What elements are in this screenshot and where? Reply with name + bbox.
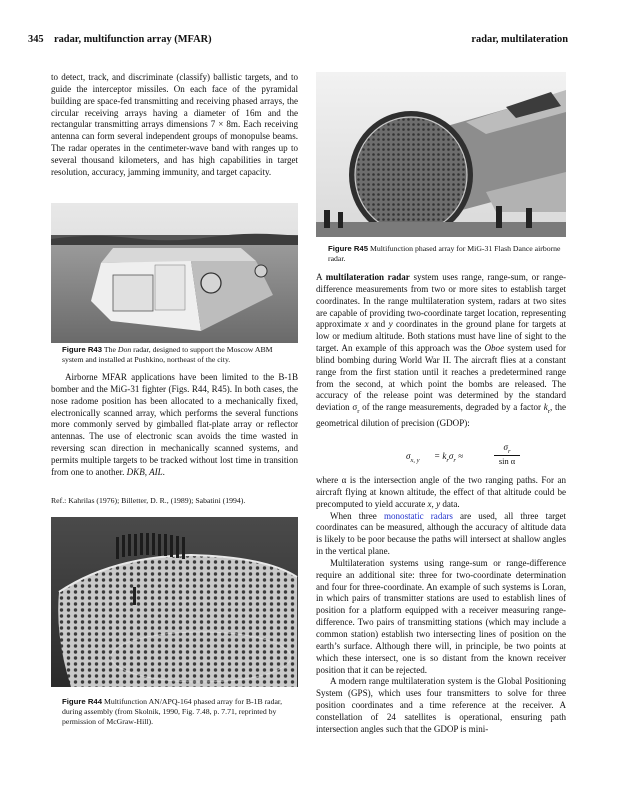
p1-pre: A bbox=[316, 272, 323, 282]
p1-a: system uses range, range-sum, or range-difference measurements from two or more sites to establish target coordinates. In the range multilateration system, radars at two sites are capable of providing two-coordinate target location, representing approximate bbox=[316, 272, 566, 330]
left-paragraph-2 bbox=[51, 372, 298, 479]
p1-b: coordinates in the ground plane for targets at low or medium altitude. Both stations must have line of sight to the target. An example of this approach was the bbox=[316, 319, 566, 354]
figure-r43-text: radar, designed to support the Moscow ABM system and installed at Pushkino, northeast of the city. bbox=[62, 345, 273, 365]
b1b-array-illustration bbox=[51, 517, 298, 687]
p1-e: , the geometrical dilution of precision (GDOP): bbox=[316, 402, 567, 428]
right-paragraph-2 bbox=[316, 475, 566, 736]
running-head-left: radar, multifunction array (MFAR) bbox=[54, 34, 212, 45]
monostatic-radars-link[interactable]: monostatic radars bbox=[383, 510, 453, 521]
right-paragraph-1 bbox=[316, 272, 566, 430]
p3-a: When three bbox=[330, 510, 377, 521]
eq-lhs-sub: x, y bbox=[410, 456, 420, 464]
eq-sig: σ bbox=[448, 451, 454, 461]
eq-sig-sub: r bbox=[453, 456, 456, 464]
figure-r43-label: Figure R43 bbox=[62, 345, 103, 354]
figure-r43-italic: Don bbox=[117, 345, 132, 354]
figure-r44-caption bbox=[62, 697, 294, 728]
figure-r43-pre: The bbox=[103, 345, 116, 354]
eq-num-sub: r bbox=[507, 447, 511, 455]
figure-r45-caption bbox=[328, 244, 566, 264]
figure-r45-label: Figure R45 bbox=[328, 244, 369, 253]
eq-fraction-bar bbox=[494, 455, 520, 456]
gdop-equation bbox=[406, 442, 546, 472]
p3-b: are used, all three target coordinates can be measured, although the accuracy of altitude data is likely to be poor because the paths will intersect at shallow angles in the vertical plane. bbox=[316, 510, 567, 557]
eq-denominator: sin α bbox=[498, 457, 516, 466]
figure-r44-photo bbox=[51, 517, 298, 687]
eq-lhs bbox=[406, 451, 419, 464]
right-para-1-text bbox=[316, 272, 566, 430]
p2-b: data. bbox=[442, 498, 460, 509]
left-para-1-text: to detect, track, and discriminate (classify) ballistic targets, and to guide the interceptor missiles. On each face of the pyramidal building are space-fed transmitting and receiving phased arrays, the circular receiving arrays having a diameter of 16m and the rectangular transmitting arrays dimensions 7 × 8m. Each receiving antenna can form several independent groups of monopulse beams. The radar operates in the centimeter-wave band with ranges up to several thousand kilometers, and has high capabilities in target resolution, accuracy, jamming immunity, and target capacity. bbox=[51, 72, 298, 177]
left-para-2-authors: DKB, AIL bbox=[126, 466, 163, 477]
references: Ref.: Kahrilas (1976); Billetter, D. R., (1989); Sabatini (1994). bbox=[51, 496, 246, 505]
left-para-2-text: Airborne MFAR applications have been limited to the B-1B bomber and the MiG-31 fighter (Figs. R44, R45). In both cases, the nose radome position has been allocated to a mechanically fixed, electronically scanned array, which performs the several functions more commonly served by gimballed flat-plate array or reflector antennas. The use of electronic scan avoids the time wasted in reversing scan direction in mechanically scanned systems, and permits multiple targets to be tracked without lost time in transition from one to another. DKB, AIL. bbox=[51, 372, 298, 477]
figure-r43-caption bbox=[62, 345, 294, 365]
figure-r43-photo bbox=[51, 203, 298, 343]
right-para-3-text bbox=[316, 511, 566, 558]
p1-oboe: Oboe bbox=[484, 343, 505, 354]
page-number: 345 bbox=[28, 34, 44, 45]
mig31-nose-illustration bbox=[316, 72, 566, 237]
right-para-4-text: Multilateration systems using range-sum or range-difference require an additional site: three for two-coordinate determination and four for three-coordinate. An example of such systems is Loran, in which pairs of transmitter stations are used to establish lines of position for a platform equipped with a receiver measuring range-difference. Two pairs of transmitting stations (which may include a common station) establish two intersecting lines of position on the earth’s surface. Although there will, in principle, be two points at which these intersect, one is so distant from the known receiver position that it can be rejected. bbox=[316, 557, 566, 675]
term-multilateration-radar: multilateration radar bbox=[325, 272, 410, 282]
p1-d: of the range measurements, degraded by a factor bbox=[362, 402, 542, 413]
left-para-2-main: Airborne MFAR applications have been limited to the B-1B bomber and the MiG-31 fighter (Figs. R44, R45). In both cases, the nose radome position has been allocated to a mechanically fixed, electronically scanned array, which performs the several functions more commonly served by gimballed flat-plate array or reflector antennas. The use of electronic scan avoids the time wasted in reversing scan direction in mechanically scanned systems, and permits multiple targets to be tracked without lost time in transition from one to another. bbox=[51, 372, 298, 477]
left-paragraph-1 bbox=[51, 72, 298, 179]
right-para-5-text: A modern range multilateration system is the Global Positioning System (GPS), which uses four transmitters to solve for three position coordinates and a time reference at the receiver. A constellation of 24 satellites is operational, ensuring path intersection angles such that the GDOP is mini- bbox=[316, 676, 566, 734]
p1-kr: r bbox=[547, 408, 550, 416]
p1-k: k bbox=[543, 402, 548, 413]
figure-r45-photo bbox=[316, 72, 566, 237]
p1-x: x bbox=[364, 319, 369, 330]
don-radar-illustration bbox=[51, 203, 298, 343]
p1-and: and bbox=[372, 319, 386, 330]
p2-xy: x, y bbox=[427, 498, 441, 509]
eq-num: σ bbox=[503, 442, 508, 452]
p1-y: y bbox=[388, 319, 393, 330]
eq-sigma: σ bbox=[406, 451, 411, 461]
figure-r45-text: Multifunction phased array for MiG-31 Flash Dance airborne radar. bbox=[328, 244, 561, 264]
p2-a: where α is the intersection angle of the two ranging paths. For an aircraft flying at known altitude, the effect of that altitude could be precomputed to yield accurate bbox=[316, 475, 566, 509]
right-para-2-text bbox=[316, 475, 566, 511]
figure-r44-label: Figure R44 bbox=[62, 697, 103, 706]
eq-mid-sub: r bbox=[446, 456, 449, 464]
eq-mid bbox=[434, 451, 463, 464]
running-head-right: radar, multilateration bbox=[471, 34, 568, 45]
p1-c: system used for blind bombing during World War II. The aircraft flies at a constant range from the first station until it reaches a predetermined range from the second, at which point the bombs are released. The accuracy of the release point was determined by the standard deviation σ bbox=[316, 343, 566, 413]
p1-r1: r bbox=[357, 408, 360, 416]
figure-r44-text: Multifunction AN/APQ-164 phased array for B-1B radar, during assembly (from Skolnik, 1990, Fig. 7.48, p. 7.71, reprinted by permission of McGraw-Hill). bbox=[62, 697, 283, 727]
eq-eq-k: = k bbox=[434, 451, 447, 461]
eq-numerator bbox=[494, 442, 520, 455]
eq-approx: ≈ bbox=[458, 451, 464, 461]
